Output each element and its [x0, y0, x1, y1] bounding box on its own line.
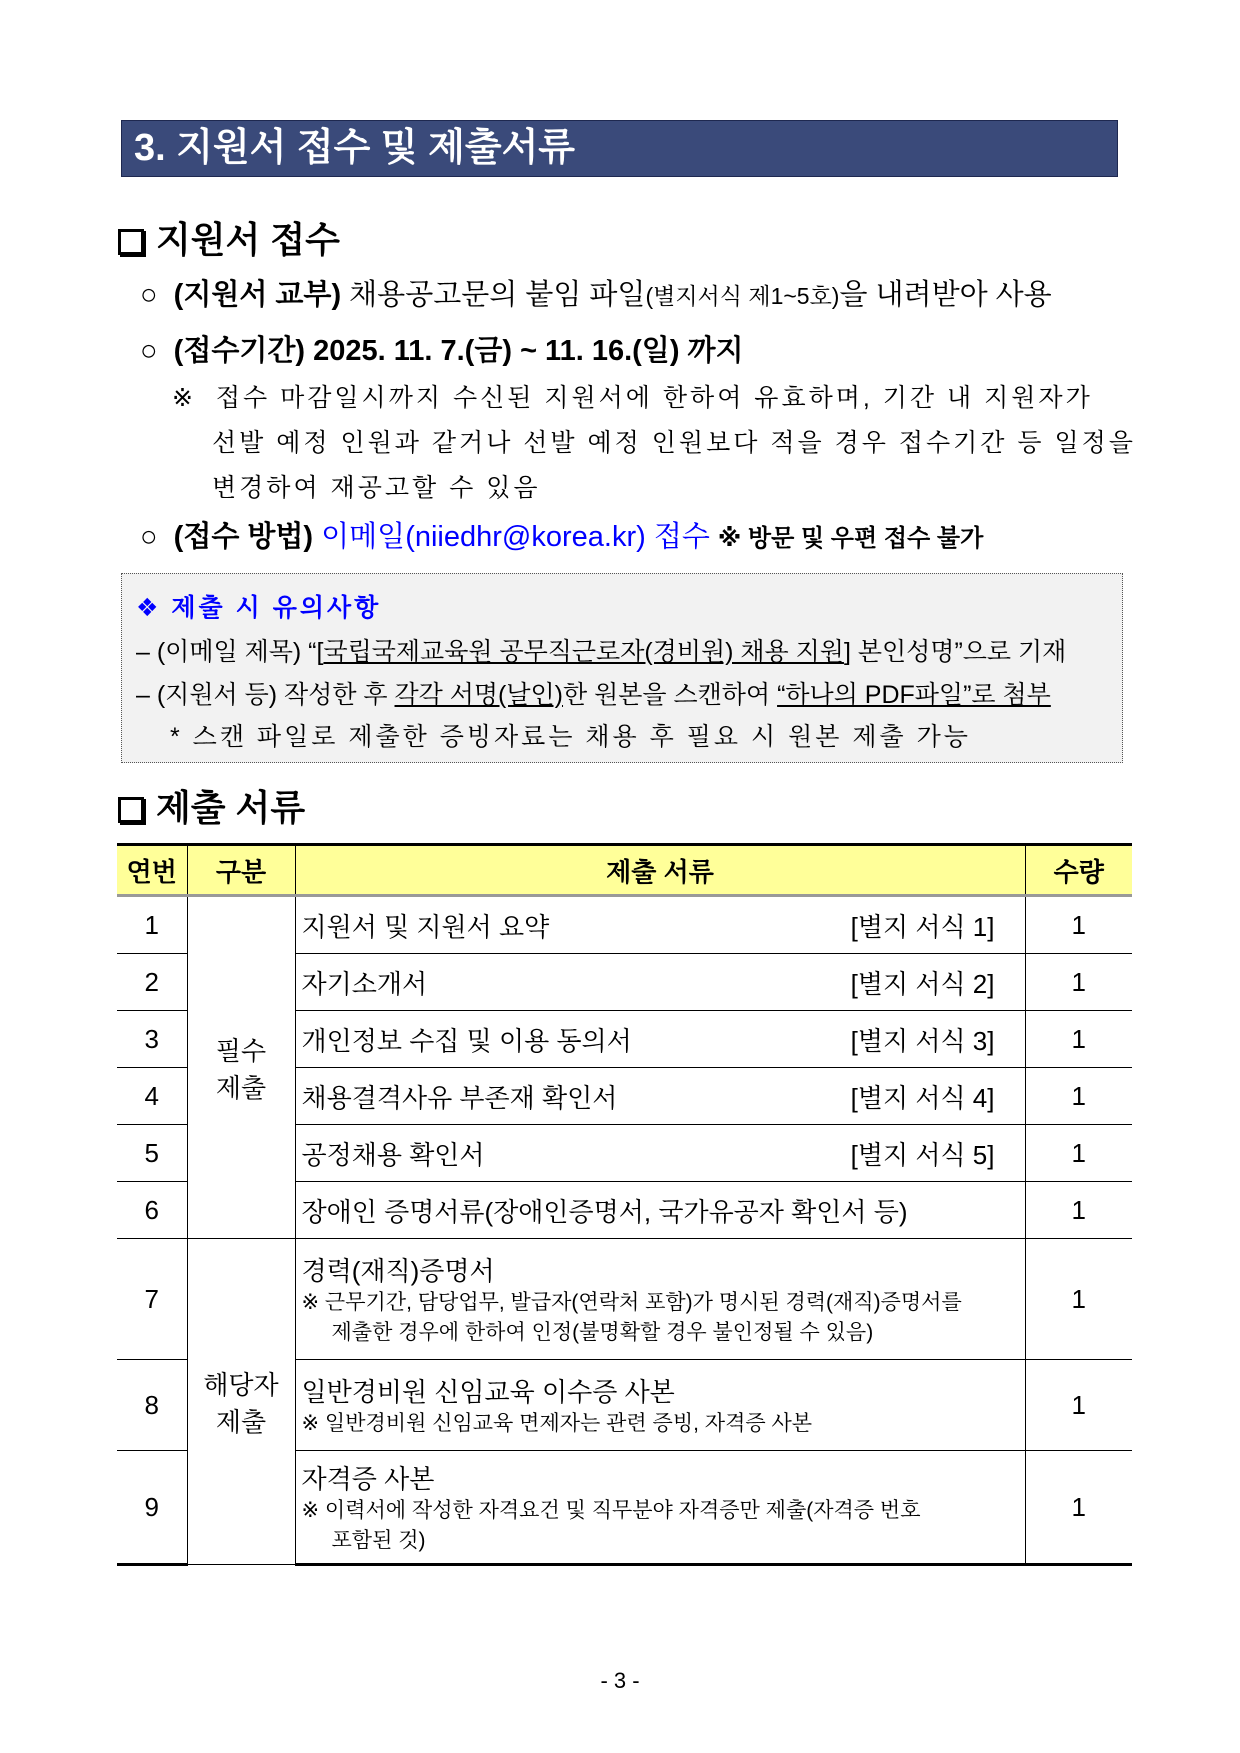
quote-tail: ] 본인성명”으로 기재 [843, 638, 1067, 666]
documents-table [117, 843, 1132, 1566]
form-ref: [별지 서식 4] [850, 1082, 995, 1113]
reception-item-period [140, 328, 744, 369]
category-line: 해당자 [203, 1369, 279, 1400]
note-mark: ※ [172, 384, 196, 412]
bullet-icon: ○ [140, 279, 158, 311]
doc-name: 지원서 및 지원서 요약 [301, 911, 550, 942]
category-line: 제출 [215, 1406, 267, 1437]
doc-name: 자기소개서 [301, 968, 428, 999]
dash: – [136, 638, 150, 666]
category-line: 필수 [215, 1035, 267, 1066]
row-qty: 1 [1025, 1239, 1132, 1360]
checkbox-square-icon [118, 797, 144, 823]
reception-item-form [140, 272, 1052, 313]
table-row [117, 1239, 1132, 1360]
label: (이메일 제목) [156, 638, 302, 666]
row-doc: 장애인 증명서류(장애인증명서, 국가유공자 확인서 등) [295, 1182, 1025, 1239]
underlined: “하나의 PDF파일”로 첨부 [777, 681, 1051, 709]
form-ref: [별지 서식 1] [850, 911, 995, 942]
reception-heading [118, 212, 340, 263]
header-document: 제출 서류 [295, 845, 1025, 896]
note-line: 접수 마감일시까지 수신된 지원서에 한하여 유효하며, 기간 내 지원자가 [215, 384, 1093, 412]
section-title: 3. 지원서 접수 및 제출서류 [121, 120, 1118, 177]
header-no: 연번 [117, 845, 187, 896]
notice-line-scan: * 스캔 파일로 제출한 증빙자료는 채용 후 필요 시 원본 제출 가능 [170, 723, 971, 751]
row-qty: 1 [1025, 1125, 1132, 1182]
category-applicable [187, 1239, 295, 1565]
header-qty: 수량 [1025, 845, 1132, 896]
row-no: 7 [117, 1239, 187, 1360]
row-doc [295, 1068, 1025, 1125]
row-qty: 1 [1025, 1360, 1132, 1451]
row-no: 8 [117, 1360, 187, 1451]
row-doc [295, 1360, 1025, 1451]
row-no: 2 [117, 954, 187, 1011]
row-no: 9 [117, 1451, 187, 1565]
notice-line-subject [136, 632, 1066, 668]
table-row [117, 896, 1132, 954]
row-no: 5 [117, 1125, 187, 1182]
row-qty: 1 [1025, 954, 1132, 1011]
checkbox-square-icon [118, 229, 144, 255]
item-tail: 을 내려받아 사용 [839, 279, 1052, 311]
row-no: 1 [117, 896, 187, 954]
row-no: 6 [117, 1182, 187, 1239]
doc-note [302, 1288, 1019, 1348]
category-line: 제출 [215, 1072, 267, 1103]
reception-heading-text: 지원서 접수 [156, 219, 340, 260]
row-doc [295, 1125, 1025, 1182]
row-no: 3 [117, 1011, 187, 1068]
bullet-icon: ○ [140, 335, 158, 367]
item-label: (접수기간) [173, 335, 306, 367]
item-tail: ※ 방문 및 우편 접수 불가 [717, 525, 984, 552]
row-no: 4 [117, 1068, 187, 1125]
documents-heading-text: 제출 서류 [156, 787, 306, 828]
note-line: 제출한 경우에 한하여 인정(불명확할 경우 불인정될 수 있음) [331, 1320, 874, 1344]
item-label: (접수 방법) [173, 521, 314, 553]
row-qty: 1 [1025, 1068, 1132, 1125]
reception-item-method [140, 514, 983, 555]
text: 한 원본을 스캔하여 [563, 681, 771, 709]
category-required [187, 896, 295, 1239]
item-label: (지원서 교부) [173, 279, 342, 311]
form-ref: [별지 서식 3] [850, 1025, 995, 1056]
note-line: 선발 예정 인원과 같거나 선발 예정 인원보다 적을 경우 접수기간 등 일정을 [212, 429, 1136, 457]
notice-title: ❖ 제출 시 유의사항 [136, 594, 382, 622]
bullet-icon: ○ [140, 521, 158, 553]
note-line: 변경하여 재공고할 수 있음 [212, 474, 541, 502]
notice-box [121, 573, 1123, 763]
doc-name: 채용결격사유 부존재 확인서 [301, 1082, 618, 1113]
note-line: ※ 일반경비원 신임교육 면제자는 관련 증빙, 자격증 사본 [301, 1411, 813, 1435]
row-doc [295, 954, 1025, 1011]
row-qty: 1 [1025, 1011, 1132, 1068]
label: (지원서 등) [156, 681, 278, 709]
doc-name: 공정채용 확인서 [301, 1139, 485, 1170]
doc-name: 자격증 사본 [301, 1463, 435, 1494]
reception-note [172, 378, 1093, 414]
form-ref: [별지 서식 5] [850, 1139, 995, 1170]
text: 작성한 후 [284, 681, 388, 709]
doc-name: 개인정보 수집 및 이용 동의서 [301, 1025, 632, 1056]
item-small: (별지서식 제1~5호) [645, 283, 840, 309]
row-doc [295, 1451, 1025, 1565]
form-ref: [별지 서식 2] [850, 968, 995, 999]
item-text: 채용공고문의 붙임 파일 [349, 279, 646, 311]
note-line: ※ 근무기간, 담당업무, 발급자(연락처 포함)가 명시된 경력(재직)증명서를 [301, 1290, 962, 1314]
item-text: 2025. 11. 7.(금) ~ 11. 16.(일) 까지 [313, 335, 744, 367]
row-doc [295, 1239, 1025, 1360]
email-address[interactable]: 이메일(niiedhr@korea.kr) 접수 [321, 521, 710, 553]
row-qty: 1 [1025, 896, 1132, 954]
notice-line-attach [136, 675, 1051, 711]
dash: – [136, 681, 150, 709]
underlined: 각각 서명(날인) [394, 681, 564, 709]
row-qty: 1 [1025, 1451, 1132, 1565]
subject-text: 국립국제교육원 공무직근로자(경비원) 채용 지원 [323, 638, 844, 666]
doc-note [302, 1496, 1019, 1556]
doc-name: 일반경비원 신임교육 이수증 사본 [301, 1376, 675, 1407]
header-category: 구분 [187, 845, 295, 896]
documents-heading [118, 780, 305, 831]
note-line: 포함된 것) [331, 1528, 426, 1552]
row-doc [295, 1011, 1025, 1068]
page-number: - 3 - [600, 1668, 640, 1693]
doc-name: 경력(재직)증명서 [301, 1255, 495, 1286]
row-qty: 1 [1025, 1182, 1132, 1239]
quote: “[ [308, 638, 324, 666]
note-line: ※ 이력서에 작성한 자격요건 및 직무분야 자격증만 제출(자격증 번호 [301, 1498, 921, 1522]
table-header [117, 845, 1132, 896]
row-doc [295, 896, 1025, 954]
